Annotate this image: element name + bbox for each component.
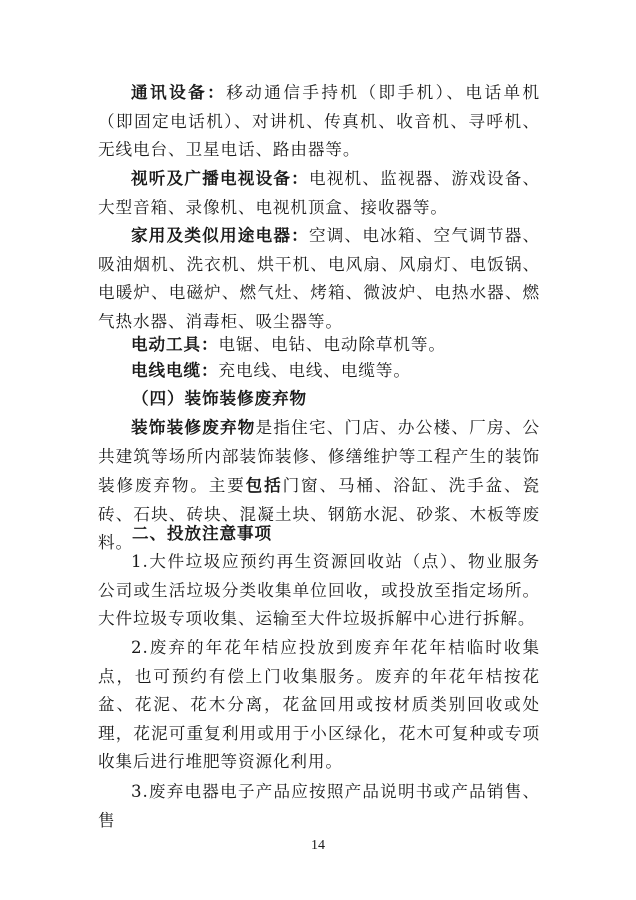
term-decoration-waste: 装饰装修废弃物 bbox=[131, 417, 256, 437]
paragraph-note-3: 3.废弃电器电子产品应按照产品说明书或产品销售、售 bbox=[98, 782, 540, 830]
heading-decoration-waste: （四）装饰装修废弃物 bbox=[132, 388, 307, 408]
text-av-broadcast-equipment: 电视机、监视器、游戏设备、大型音箱、录像机、电视机顶盒、接收器等。 bbox=[98, 169, 541, 217]
term-communication-equipment: 通讯设备： bbox=[131, 82, 227, 102]
term-power-tools: 电动工具： bbox=[131, 334, 219, 354]
text-wires-cables: 充电线、电线、电缆等。 bbox=[218, 361, 411, 380]
heading-disposal-notes: 二、投放注意事项 bbox=[132, 524, 272, 543]
text-communication-equipment: 移动通信手持机（即手机）、电话单机（即固定电话机）、对讲机、传真机、收音机、寻呼机、无线电台、卫星电话、路由器等。 bbox=[98, 83, 541, 159]
term-household-appliances: 家用及类似用途电器： bbox=[131, 225, 309, 245]
page-number: 14 bbox=[311, 838, 325, 853]
text-power-tools: 电锯、电钻、电动除草机等。 bbox=[218, 335, 446, 354]
term-wires-cables: 电线电缆： bbox=[131, 360, 219, 380]
paragraph-note-2: 2.废弃的年花年桔应投放到废弃年花年桔临时收集点，也可预约有偿上门收集服务。废弃的年花年桔按花盆、花泥、花木分离，花盆回用或按材质类别回收或处理，花泥可重复利用或用于小区绿化，花木可复种或专项收集后进行堆肥等资源化利用。 bbox=[98, 638, 540, 771]
text-decoration-waste-a: 是指住宅、门店、办公楼、厂房、公共建筑等场所内部装饰装修、修缮维护等工程产生的装饰装修废弃物。主要 bbox=[98, 418, 540, 495]
paragraph-wires-cables bbox=[98, 356, 540, 386]
paragraph-note-1: 1.大件垃圾应预约再生资源回收站（点）、物业服务公司或生活垃圾分类收集单位回收，或投放至指定场所。大件垃圾专项收集、运输至大件垃圾拆解中心进行拆解。 bbox=[98, 552, 540, 628]
paragraph-communication-equipment bbox=[98, 78, 540, 165]
text-decoration-waste-b: 门窗、马桶、浴缸、洗手盆、瓷砖、石块、砖块、混凝土块、钢筋水泥、砂浆、木板等废料。 bbox=[98, 476, 540, 552]
term-includes: 包括 bbox=[245, 475, 283, 495]
paragraph-av-broadcast-equipment bbox=[98, 164, 540, 222]
term-av-broadcast-equipment: 视听及广播电视设备： bbox=[131, 168, 309, 188]
text-household-appliances: 空调、电冰箱、空气调节器、吸油烟机、洗衣机、烘干机、电风扇、风扇灯、电饭锅、电暖炉、电磁炉、燃气灶、烤箱、微波炉、电热水器、燃气热水器、消毒柜、吸尘器等。 bbox=[98, 226, 541, 331]
paragraph-household-appliances bbox=[98, 221, 540, 336]
